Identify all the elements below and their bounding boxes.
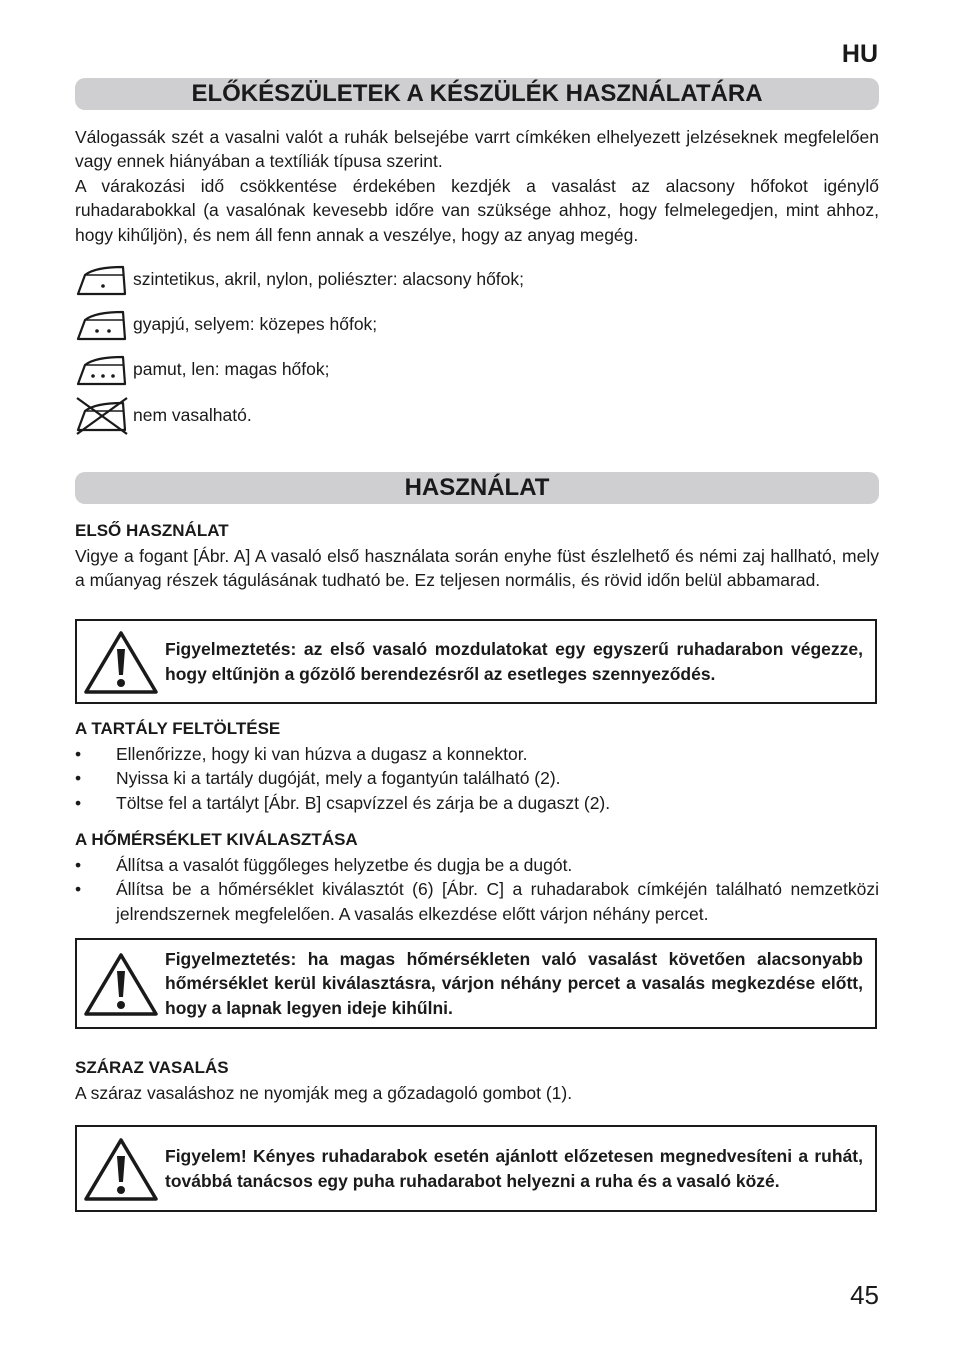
heading-temperature: A HŐMÉRSÉKLET KIVÁLASZTÁSA: [75, 830, 358, 849]
temperature-list: [75, 853, 879, 926]
language-code: HU: [841, 40, 878, 68]
warning-text-1: Figyelmeztetés: az első vasaló mozdulatokat egy egyszerű ruhadarabon végezze, hogy eltűnjön a gőzölő berendezésről az esetleges szennyeződés.: [165, 639, 863, 684]
symbol-text-high: pamut, len: magas hőfok;: [133, 358, 330, 379]
symbol-text-no-iron: nem vasalható.: [133, 404, 252, 425]
warning-triangle-icon: [77, 951, 165, 1017]
warning-triangle-icon: [77, 629, 165, 695]
symbol-text-low: szintetikus, akril, nylon, poliészter: alacsony hőfok;: [133, 268, 525, 289]
warning-text-2: Figyelmeztetés: ha magas hőmérsékleten való vasalást követően alacsonyabb hőmérséklet kerül kiválasztásra, várjon néhány percet a vasalás megkezdése előtt, hogy a lapnak legyen ideje kihűlni.: [165, 948, 863, 1018]
first-use-text: Vigye a fogant [Ábr. A] A vasaló első használata során enyhe füst észlelhető és némi zaj hallható, mely a műanyag részek tágulásának tudható be. Ez teljesen normális, és rövid időn belül abbamarad.: [75, 546, 879, 591]
symbol-row-low: [75, 259, 524, 299]
list-item: • Nyissa ki a tartály dugóját, mely a fogantyún található (2).: [75, 766, 879, 790]
warning-box-2: [75, 938, 877, 1029]
preparation-paragraph-1: Válogassák szét a vasalni valót a ruhák belsejébe varrt címkéken elhelyezett jelzéseknek megfelelően vagy ennek hiányában a textíliák típusa szerint.: [75, 127, 879, 172]
warning-text-3: Figyelem! Kényes ruhadarabok esetén ajánlott előzetesen megnedvesíteni a ruhát, továbbá tanácsos egy puha ruhadarabot helyezni a ruha és a vasaló közé.: [165, 1146, 863, 1191]
iron-crossed-icon: [75, 395, 129, 435]
preparation-text: [75, 125, 879, 247]
list-item: • Ellenőrizze, hogy ki van húzva a dugasz a konnektor.: [75, 742, 879, 766]
symbol-row-no-iron: [75, 395, 252, 435]
list-item: • Állítsa a vasalót függőleges helyzetbe és dugja be a dugót.: [75, 853, 879, 877]
symbol-row-medium: [75, 304, 377, 344]
iron-one-dot-icon: [75, 259, 129, 299]
iron-three-dots-icon: [75, 349, 129, 389]
symbol-row-high: [75, 349, 330, 389]
list-item: • Töltse fel a tartályt [Ábr. B] csapvízzel és zárja be a dugaszt (2).: [75, 791, 879, 815]
iron-two-dots-icon: [75, 304, 129, 344]
page-number: 45: [850, 1280, 879, 1310]
preparation-paragraph-2: A várakozási idő csökkentése érdekében kezdjék a vasalást az alacsony hőfokot igénylő ruhadarabokkal (a vasalónak kevesebb időre van szüksége ahhoz, hogy felmelegedjen, mint ahhoz, hogy kihűljön), és nem áll fenn annak a veszélye, hogy az anyag megég.: [75, 175, 879, 245]
list-item: • Állítsa be a hőmérséklet kiválasztót (6) [Ábr. C] a ruhadarabok címkéjén található nemzetközi jelrendszernek megfelelően. A vasalás elkezdése előtt várjon néhány percet.: [75, 877, 879, 926]
dry-ironing-text: A száraz vasaláshoz ne nyomják meg a gőzadagoló gombot (1).: [75, 1083, 573, 1103]
tank-filling-list: [75, 742, 879, 815]
warning-box-3: [75, 1125, 877, 1212]
heading-dry-ironing: SZÁRAZ VASALÁS: [75, 1058, 229, 1077]
section-title-usage: HASZNÁLAT: [75, 472, 879, 504]
warning-triangle-icon: [77, 1136, 165, 1202]
section-title-preparation: ELŐKÉSZÜLETEK A KÉSZÜLÉK HASZNÁLATÁRA: [75, 78, 879, 110]
heading-tank-filling: A TARTÁLY FELTÖLTÉSE: [75, 719, 281, 738]
symbol-text-medium: gyapjú, selyem: közepes hőfok;: [133, 313, 378, 334]
warning-box-1: [75, 619, 877, 704]
heading-first-use: ELSŐ HASZNÁLAT: [75, 521, 229, 540]
